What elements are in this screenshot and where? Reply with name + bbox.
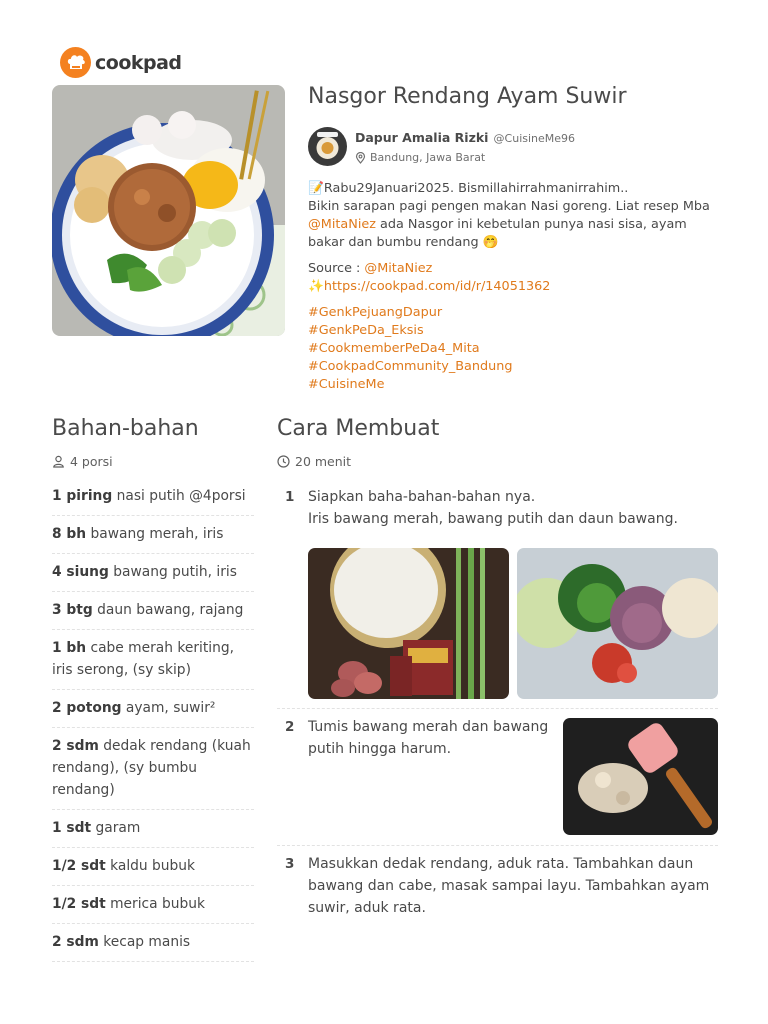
cook-time xyxy=(277,454,351,469)
step-number: 3 xyxy=(285,856,295,872)
servings-text: 4 porsi xyxy=(70,454,113,469)
ingredient-item xyxy=(52,630,254,690)
hashtag-link[interactable]: #CuisineMe xyxy=(308,377,385,392)
description-line-2 xyxy=(308,198,718,252)
step-text-line: putih hingga harum. xyxy=(308,741,452,757)
ingredient-text: cabe merah keriting, iris serong, (sy skip) xyxy=(52,640,234,678)
source-label: Source : xyxy=(308,261,365,276)
person-icon xyxy=(52,455,65,468)
step-text-line: Siapkan baha-bahan-bahan nya. xyxy=(308,489,536,505)
clock-icon xyxy=(277,455,290,468)
ingredient-qty: 1/2 sdt xyxy=(52,858,106,874)
ingredient-text: daun bawang, rajang xyxy=(92,602,244,618)
ingredient-qty: 1/2 sdt xyxy=(52,896,106,912)
step-text xyxy=(308,486,718,530)
ingredient-item xyxy=(52,810,254,848)
step-text-line: suwir, aduk rata. xyxy=(308,900,426,916)
ingredient-qty: 1 sdt xyxy=(52,820,92,836)
step-1-photo-chopped[interactable] xyxy=(517,548,718,699)
step-text-line: Iris bawang merah, bawang putih dan daun bawang. xyxy=(308,511,678,527)
author-avatar[interactable] xyxy=(308,127,347,166)
ingredient-item xyxy=(52,886,254,924)
cookpad-logo[interactable] xyxy=(60,47,182,78)
step-divider xyxy=(277,845,718,846)
step-text-line: Masukkan dedak rendang, aduk rata. Tambahkan daun xyxy=(308,856,694,872)
recipe-hero-image xyxy=(52,85,285,336)
description-text: Bikin sarapan pagi pengen makan Nasi goreng. Liat resep Mba xyxy=(308,199,710,214)
ingredient-qty: 8 bh xyxy=(52,526,87,542)
step-text-line: Tumis bawang merah dan bawang xyxy=(308,719,549,735)
location-text: Bandung, Jawa Barat xyxy=(370,151,486,164)
ingredient-qty: 1 bh xyxy=(52,640,87,656)
step-text-line: bawang dan cabe, masak sampai layu. Tambahkan ayam xyxy=(308,878,710,894)
ingredient-text: kaldu bubuk xyxy=(105,858,196,874)
location-pin-icon xyxy=(355,152,366,164)
ingredients-heading: Bahan-bahan xyxy=(52,416,199,441)
ingredient-item xyxy=(52,728,254,810)
description-text-cont: ada Nasgor ini kebetulan punya nasi sisa, ayam bakar dan bumbu rendang 🤭 xyxy=(308,217,687,250)
step-divider xyxy=(277,708,718,709)
servings xyxy=(52,454,113,469)
author-row[interactable] xyxy=(308,127,575,166)
recipe-description xyxy=(308,180,718,394)
step-text xyxy=(308,853,718,919)
source-url-link[interactable]: ✨https://cookpad.com/id/r/14051362 xyxy=(308,279,551,294)
ingredient-item xyxy=(52,516,254,554)
hashtag-link[interactable]: #GenkPejuangDapur xyxy=(308,305,443,320)
step-text xyxy=(308,716,558,760)
author-name[interactable]: Dapur Amalia Rizki xyxy=(355,130,489,145)
author-location xyxy=(355,151,575,164)
ingredient-qty: 2 potong xyxy=(52,700,122,716)
step-1-photo-ingredients[interactable] xyxy=(308,548,509,699)
ingredient-qty: 2 sdm xyxy=(52,738,99,754)
step-number: 1 xyxy=(285,489,295,505)
step-2-photo-saute[interactable] xyxy=(563,718,718,835)
source-mention-link[interactable]: @MitaNiez xyxy=(364,261,433,276)
ingredient-item xyxy=(52,690,254,728)
ingredient-item xyxy=(52,554,254,592)
ingredient-item xyxy=(52,924,254,962)
ingredient-list xyxy=(52,478,254,962)
ingredient-item xyxy=(52,848,254,886)
hashtag-link[interactable]: #CookpadCommunity_Bandung xyxy=(308,359,513,374)
ingredient-text: merica bubuk xyxy=(105,896,205,912)
steps-heading: Cara Membuat xyxy=(277,416,440,441)
ingredient-qty: 4 siung xyxy=(52,564,109,580)
description-line-1: 📝Rabu29Januari2025. Bismillahirrahmanirrahim.. xyxy=(308,181,629,196)
brand-name: cookpad xyxy=(95,51,182,74)
ingredient-item xyxy=(52,478,254,516)
step-number: 2 xyxy=(285,719,295,735)
mention-link[interactable]: @MitaNiez xyxy=(308,217,376,232)
ingredient-text: nasi putih @4porsi xyxy=(112,488,246,504)
hashtag-link[interactable]: #CookmemberPeDa4_Mita xyxy=(308,341,480,356)
ingredient-text: dedak rendang (kuah rendang), (sy bumbu rendang) xyxy=(52,738,251,798)
hashtag-link[interactable]: #GenkPeDa_Eksis xyxy=(308,323,424,338)
recipe-title: Nasgor Rendang Ayam Suwir xyxy=(308,84,627,109)
ingredient-qty: 2 sdm xyxy=(52,934,99,950)
ingredient-text: bawang merah, iris xyxy=(86,526,224,542)
ingredient-qty: 3 btg xyxy=(52,602,93,618)
ingredient-qty: 1 piring xyxy=(52,488,113,504)
ingredient-text: kecap manis xyxy=(98,934,191,950)
cook-time-text: 20 menit xyxy=(295,454,352,469)
ingredient-text: bawang putih, iris xyxy=(108,564,237,580)
ingredient-text: garam xyxy=(91,820,141,836)
author-handle[interactable]: @CuisineMe96 xyxy=(493,132,576,145)
chef-hat-icon xyxy=(60,47,91,78)
ingredient-text: ayam, suwir² xyxy=(121,700,216,716)
ingredient-item xyxy=(52,592,254,630)
source-line xyxy=(308,260,718,278)
